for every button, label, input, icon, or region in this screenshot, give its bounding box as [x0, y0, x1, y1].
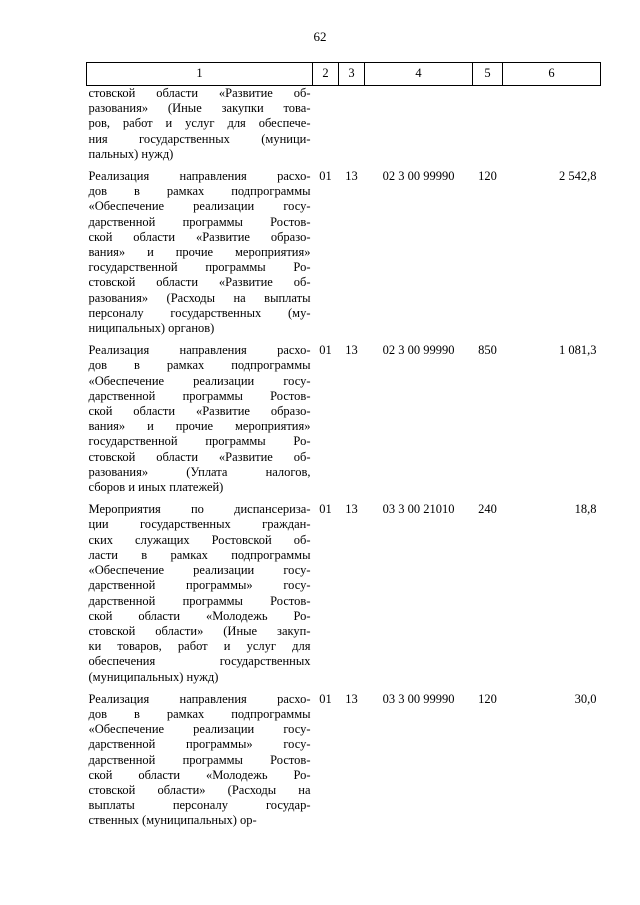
description-line: ки товаров, работ и услуг для [88, 639, 311, 654]
description-line: ских служащих Ростовской об- [88, 532, 311, 547]
description-line: ской области «Развитие образо- [88, 404, 311, 419]
header-col-4: 4 [365, 63, 473, 86]
description-line: «Обеспечение реализации госу- [88, 722, 311, 737]
description-line: ской области «Молодежь Ро- [88, 767, 311, 782]
description-line: ской области «Молодежь Ро- [88, 608, 311, 623]
row-section: 01 [319, 169, 332, 184]
row-section: 01 [319, 502, 332, 517]
description-line: дов в рамках подпрограммы [88, 184, 311, 199]
description-line: пальных) нужд) [88, 146, 174, 161]
description-line: стовской области» (Иные закуп- [88, 623, 311, 638]
table-body [87, 86, 601, 829]
row-amount: 2 542,8 [559, 169, 597, 184]
description-line: обеспечения государственных [88, 654, 311, 669]
table-row [87, 495, 601, 684]
description-line: стовской области «Развитие об- [88, 86, 311, 100]
row-section: 01 [319, 691, 332, 706]
description-line: Реализация направления расхо- [88, 169, 311, 184]
row-description [87, 86, 313, 163]
header-row [87, 63, 601, 86]
row-subsection: 13 [345, 691, 358, 706]
row-target-code [365, 86, 473, 163]
description-line: «Обеспечение реализации госу- [88, 373, 311, 388]
row-target-code: 02 3 00 99990 [382, 343, 455, 358]
description-line: государственной программы Ро- [88, 434, 311, 449]
description-line: персоналу государственных (му- [88, 305, 311, 320]
header-col-5: 5 [473, 63, 503, 86]
description-line: «Обеспечение реализации госу- [88, 199, 311, 214]
row-description [87, 162, 313, 336]
row-section [313, 86, 339, 163]
table-header [87, 63, 601, 86]
header-col-3: 3 [339, 63, 365, 86]
header-col-2: 2 [313, 63, 339, 86]
description-line: вания» и прочие мероприятия» [88, 419, 311, 434]
description-line: стовской области «Развитие об- [88, 275, 311, 290]
row-amount: 30,0 [574, 691, 597, 706]
description-line: сборов и иных платежей) [88, 480, 224, 495]
description-line: ров, работ и услуг для обеспече- [88, 116, 311, 131]
description-line: выплаты персоналу государ- [88, 798, 311, 813]
row-description [87, 495, 313, 684]
description-line: дарственной программы» госу- [88, 737, 311, 752]
row-expense-type: 120 [478, 169, 497, 184]
row-expense-type: 240 [478, 502, 497, 517]
description-line: ласти в рамках подпрограммы [88, 547, 311, 562]
description-line: дарственной программы Ростов- [88, 752, 311, 767]
table-row [87, 336, 601, 495]
description-line: Мероприятия по диспансериза- [88, 502, 311, 517]
description-line: ния государственных (муници- [88, 131, 311, 146]
row-section: 01 [319, 343, 332, 358]
description-line: дарственной программы Ростов- [88, 388, 311, 403]
description-line: разования» (Уплата налогов, [88, 464, 311, 479]
description-line: дарственной программы» госу- [88, 578, 311, 593]
description-line: дов в рамках подпрограммы [88, 358, 311, 373]
header-col-1: 1 [87, 63, 313, 86]
table-row [87, 162, 601, 336]
row-subsection [339, 86, 365, 163]
description-line: стовской области «Развитие об- [88, 449, 311, 464]
description-line: дарственной программы Ростов- [88, 593, 311, 608]
row-subsection: 13 [345, 343, 358, 358]
table-row [87, 86, 601, 163]
row-subsection: 13 [345, 502, 358, 517]
description-line: дарственной программы Ростов- [88, 214, 311, 229]
description-line: дов в рамках подпрограммы [88, 706, 311, 721]
description-line: разования» (Расходы на выплаты [88, 290, 311, 305]
row-expense-type: 850 [478, 343, 497, 358]
description-line: Реализация направления расхо- [88, 691, 311, 706]
row-target-code: 03 3 00 99990 [382, 691, 455, 706]
page-number: 62 [313, 29, 327, 44]
description-line: ственных (муниципальных) ор- [88, 813, 257, 828]
description-line: ской области «Развитие образо- [88, 229, 311, 244]
row-subsection: 13 [345, 169, 358, 184]
row-amount [503, 86, 601, 163]
description-line: ции государственных граждан- [88, 517, 311, 532]
row-description [87, 336, 313, 495]
description-line: (муниципальных) нужд) [88, 669, 219, 684]
budget-table [86, 62, 601, 829]
row-expense-type: 120 [478, 691, 497, 706]
description-line: вания» и прочие мероприятия» [88, 245, 311, 260]
row-description [87, 685, 313, 829]
description-line: разования» (Иные закупки това- [88, 101, 311, 116]
description-line: государственной программы Ро- [88, 260, 311, 275]
description-line: Реализация направления расхо- [88, 343, 311, 358]
description-line: стовской области» (Расходы на [88, 782, 311, 797]
description-line: ниципальных) органов) [88, 321, 215, 336]
row-target-code: 03 3 00 21010 [382, 502, 455, 517]
table-row [87, 685, 601, 829]
row-target-code: 02 3 00 99990 [382, 169, 455, 184]
description-line: «Обеспечение реализации госу- [88, 563, 311, 578]
row-amount: 18,8 [574, 502, 597, 517]
header-col-6: 6 [503, 63, 601, 86]
row-amount: 1 081,3 [559, 343, 597, 358]
row-expense-type [473, 86, 503, 163]
